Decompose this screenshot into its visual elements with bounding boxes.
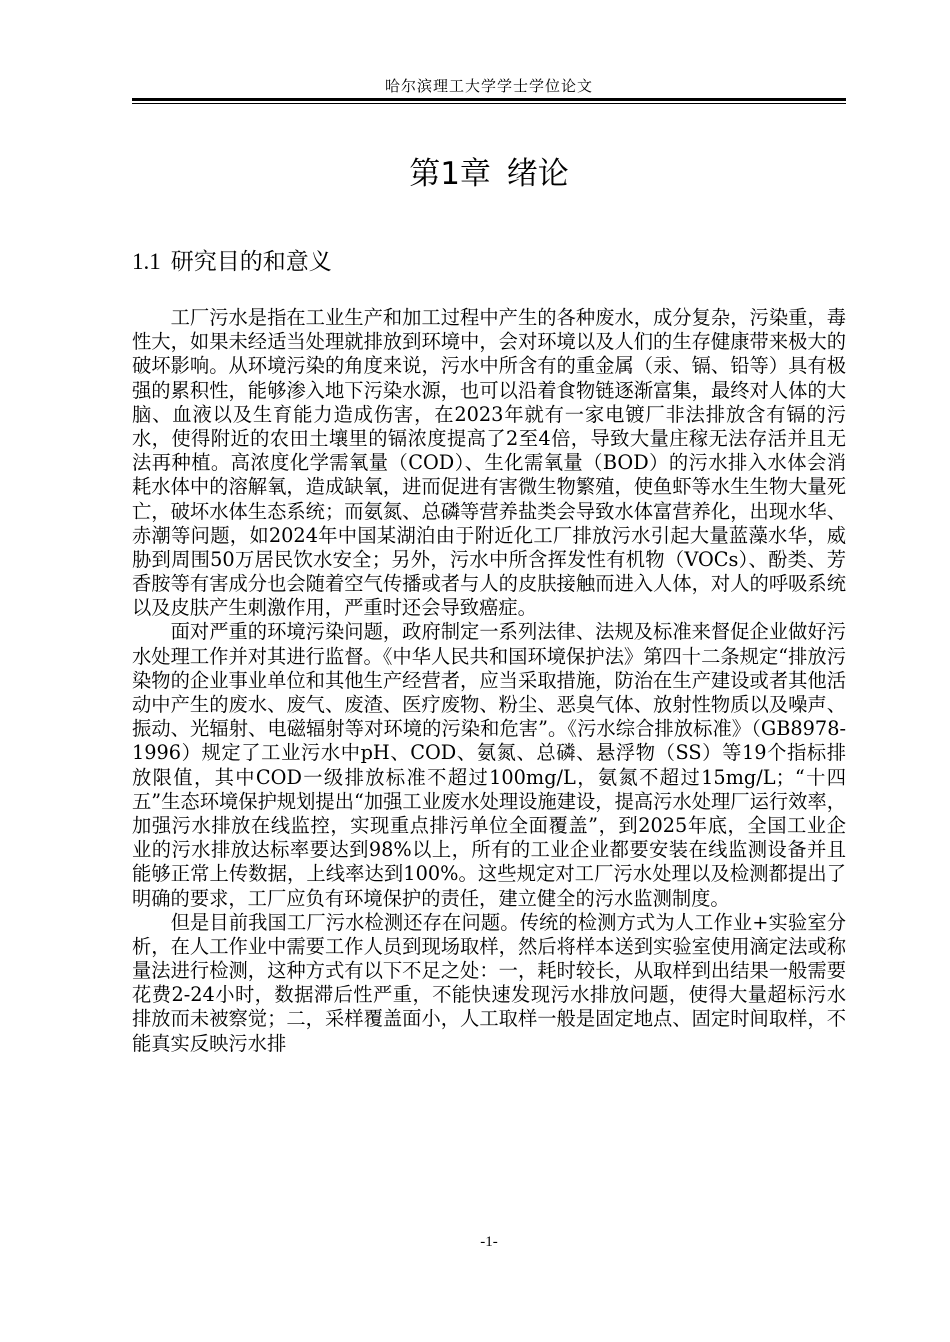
section-number: 1.1 bbox=[132, 249, 161, 274]
section-heading bbox=[132, 244, 332, 280]
section-title-text: 研究目的和意义 bbox=[170, 249, 332, 275]
chapter-title: 第1章 绪论 bbox=[409, 156, 569, 192]
header-rule bbox=[132, 98, 846, 101]
paragraph-current-problems: 但是目前我国工厂污水检测还存在问题。传统的检测方式为人工作业+实验室分析，在人工作业中需要工作人员到现场取样，然后将样本送到实验室使用滴定法或称量法进行检测，这种方式有以下不足之处：一，耗时较长，从取样到出结果一般需要花费2-24小时，数据滞后性严重，不能快速发现污水排放问题，使得大量超标污水排放而未被察觉；二，采样覆盖面小，人工取样一般是固定地点、固定时间取样，不能真实反映污水排 bbox=[132, 910, 846, 1055]
header-rule-thin bbox=[132, 103, 846, 104]
paragraph-regulations: 面对严重的环境污染问题，政府制定一系列法律、法规及标准来督促企业做好污水处理工作并对其进行监督。《中华人民共和国环境保护法》第四十二条规定“排放污染物的企业事业单位和其他生产经营者，应当采取措施，防治在生产建设或者其他活动中产生的废水、废气、废渣、医疗废物、粉尘、恶臭气体、放射性物质以及噪声、振动、光辐射、电磁辐射等对环境的污染和危害”。《污水综合排放标准》（GB8978-1996）规定了工业污水中pH、COD、氨氮、总磷、悬浮物（SS）等19个指标排放限值，其中COD一级排放标准不超过100mg/L，氨氮不超过15mg/L；“十四五”生态环境保护规划提出“加强工业废水处理设施建设，提高污水处理厂运行效率，加强污水排放在线监控，实现重点排污单位全面覆盖”，到2025年底，全国工业企业的污水排放达标率要达到98%以上，所有的工业企业都要安装在线监测设备并且能够正常上传数据，上线率达到100%。这些规定对工厂污水处理以及检测都提出了明确的要求，工厂应负有环境保护的责任，建立健全的污水监测制度。 bbox=[132, 620, 846, 910]
page-number: -1- bbox=[480, 1234, 498, 1250]
body-text bbox=[132, 306, 846, 1056]
running-header: 哈尔滨理工大学学士学位论文 bbox=[384, 77, 593, 95]
paragraph-pollution-harm: 工厂污水是指在工业生产和加工过程中产生的各种废水，成分复杂，污染重，毒性大，如果未经适当处理就排放到环境中，会对环境以及人们的生存健康带来极大的破坏影响。从环境污染的角度来说，污水中所含有的重金属（汞、镉、铅等）具有极强的累积性，能够渗入地下污染水源，也可以沿着食物链逐渐富集，最终对人体的大脑、血液以及生育能力造成伤害，在2023年就有一家电镀厂非法排放含有镉的污水，使得附近的农田土壤里的镉浓度提高了2至4倍，导致大量庄稼无法存活并且无法再种植。高浓度化学需氧量（COD）、生化需氧量（BOD）的污水排入水体会消耗水体中的溶解氧，造成缺氧，进而促进有害微生物繁殖，使鱼虾等水生生物大量死亡，破坏水体生态系统；而氨氮、总磷等营养盐类会导致水体富营养化，出现水华、赤潮等问题，如2024年中国某湖泊由于附近化工厂排放污水引起大量蓝藻水华，威胁到周围50万居民饮水安全；另外，污水中所含挥发性有机物（VOCs）、酚类、芳香胺等有害成分也会随着空气传播或者与人的皮肤接触而进入人体，对人的呼吸系统以及皮肤产生刺激作用，严重时还会导致癌症。 bbox=[132, 306, 846, 620]
